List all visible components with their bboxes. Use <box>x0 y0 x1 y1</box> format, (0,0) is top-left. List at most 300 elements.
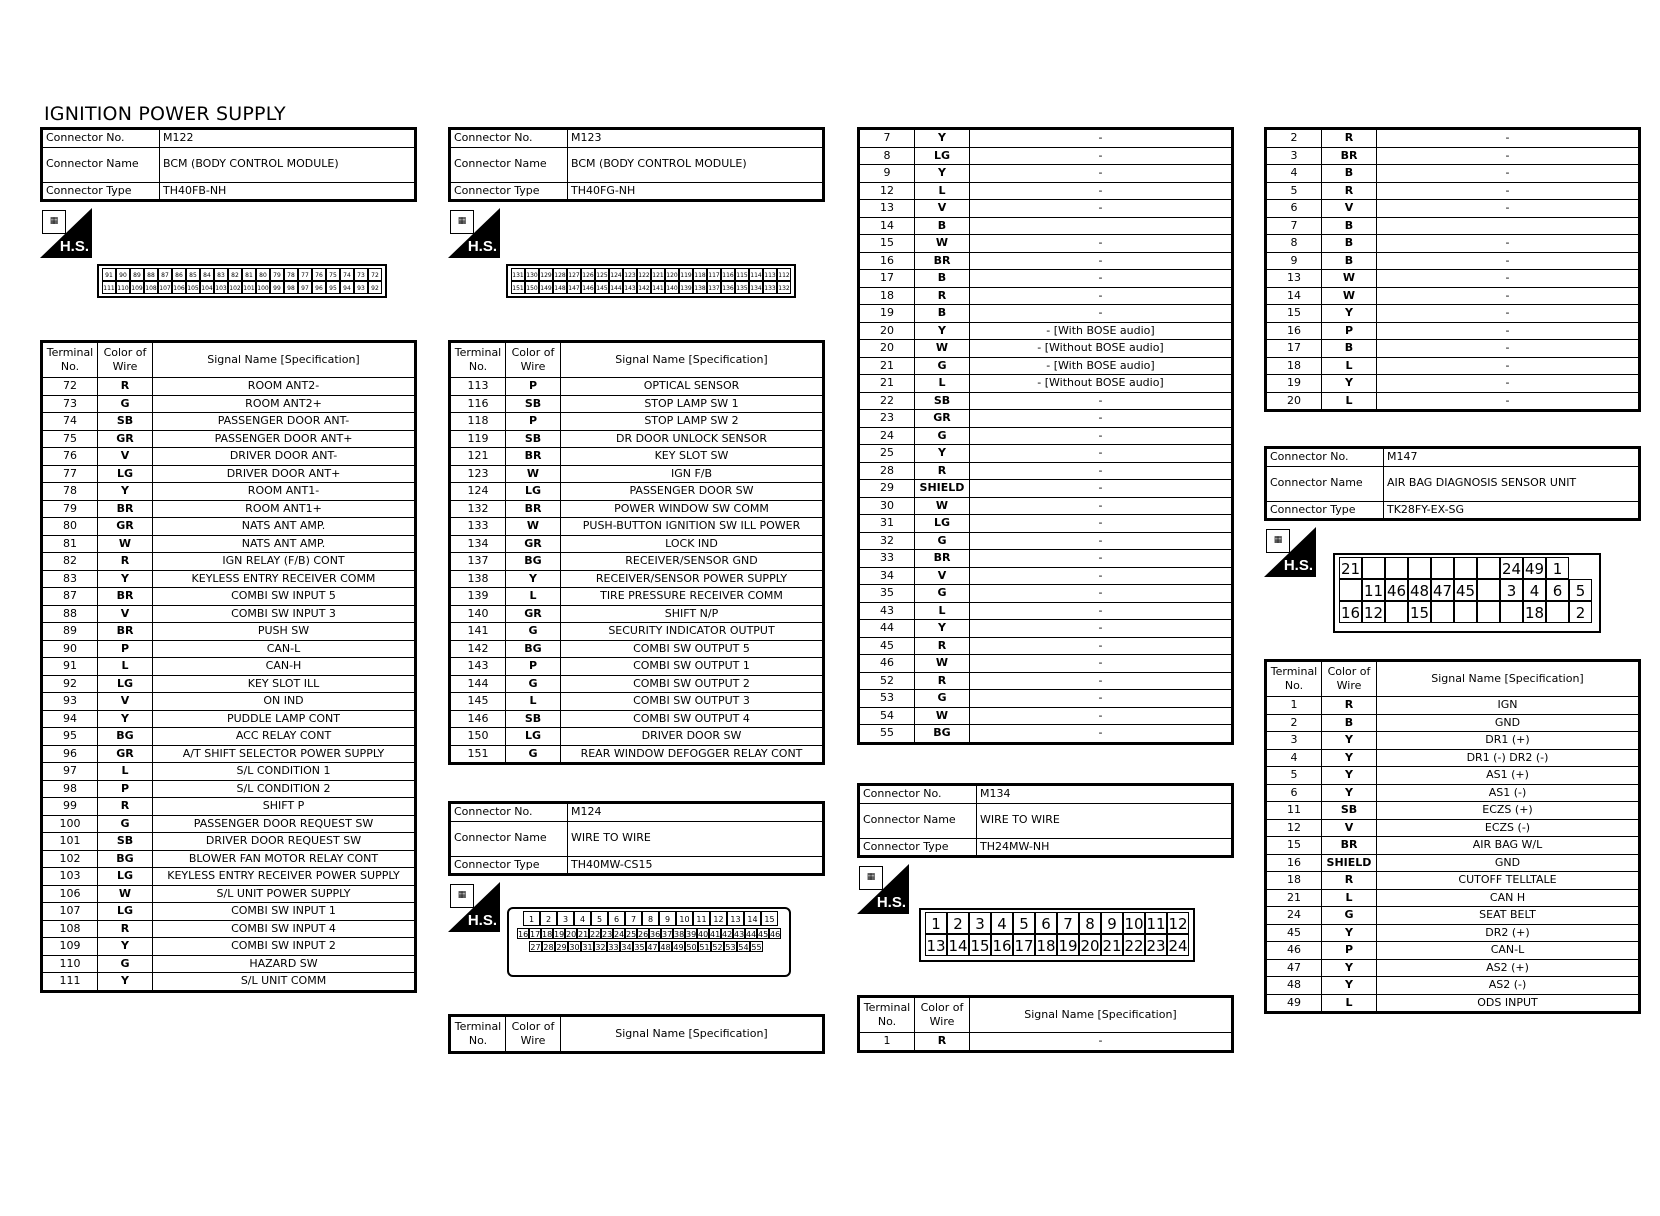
signal-cell: - <box>970 707 1233 725</box>
pin-75: 75 <box>326 268 340 281</box>
terminal-cell: 150 <box>450 728 506 746</box>
terminal-cell: 48 <box>1266 977 1322 995</box>
color-cell: G <box>1322 907 1377 925</box>
color-cell: BR <box>1322 837 1377 855</box>
table-row <box>859 129 1233 148</box>
table-row <box>1266 165 1640 183</box>
pin-129: 129 <box>539 268 553 281</box>
signal-cell: KEYLESS ENTRY RECEIVER POWER SUPPLY <box>153 868 416 886</box>
signal-cell: - <box>1377 165 1640 183</box>
pin-10: 10 <box>1123 912 1145 934</box>
pin-145: 145 <box>595 281 609 294</box>
signal-cell: DR1 (-) DR2 (-) <box>1377 749 1640 767</box>
pin-30: 30 <box>569 943 580 952</box>
color-cell: W <box>1322 287 1377 305</box>
terminal-cell: 21 <box>859 357 915 375</box>
color-cell: V <box>1322 819 1377 837</box>
signal-cell: - <box>970 252 1233 270</box>
color-cell: LG <box>915 515 970 533</box>
terminal-cell: 80 <box>42 518 98 536</box>
color-cell: P <box>506 413 561 431</box>
pin-11: 11 <box>1145 912 1167 934</box>
pin-21: 21 <box>578 930 589 939</box>
terminal-cell: 102 <box>42 850 98 868</box>
color-cell: Y <box>1322 924 1377 942</box>
signal-cell: COMBI SW INPUT 5 <box>153 588 416 606</box>
terminal-cell: 14 <box>1266 287 1322 305</box>
table-row <box>1266 252 1640 270</box>
terminal-cell: 16 <box>859 252 915 270</box>
signal-cell: - <box>970 497 1233 515</box>
pin-112: 112 <box>777 268 791 281</box>
color-cell: BG <box>915 725 970 744</box>
terminal-cell: 44 <box>859 620 915 638</box>
signal-cell: PASSENGER DOOR ANT- <box>153 413 416 431</box>
color-cell: V <box>915 200 970 218</box>
color-cell: LG <box>506 483 561 501</box>
table-row <box>450 535 824 553</box>
color-cell: Y <box>915 322 970 340</box>
table-row <box>42 850 416 868</box>
pin-55: 55 <box>751 943 762 952</box>
signal-cell: CUTOFF TELLTALE <box>1377 872 1640 890</box>
pin-74: 74 <box>340 268 354 281</box>
terminal-cell: 99 <box>42 798 98 816</box>
terminal-cell: 116 <box>450 395 506 413</box>
table-row <box>1266 129 1640 148</box>
color-cell: W <box>915 340 970 358</box>
terminal-cell: 146 <box>450 710 506 728</box>
table-row <box>859 462 1233 480</box>
color-cell: Y <box>98 710 153 728</box>
color-cell: V <box>98 605 153 623</box>
terminal-cell: 29 <box>859 480 915 498</box>
signal-cell: OPTICAL SENSOR <box>561 378 824 396</box>
pin-105: 105 <box>186 281 200 294</box>
terminal-cell: 133 <box>450 518 506 536</box>
signal-cell: KEYLESS ENTRY RECEIVER COMM <box>153 570 416 588</box>
pin-106: 106 <box>172 281 186 294</box>
pin-46: 46 <box>770 930 781 939</box>
table-row <box>859 585 1233 603</box>
table-row <box>450 500 824 518</box>
color-cell: Y <box>1322 784 1377 802</box>
table-row <box>450 658 824 676</box>
terminal-cell: 18 <box>1266 357 1322 375</box>
terminal-cell: 123 <box>450 465 506 483</box>
pin-25: 25 <box>626 930 637 939</box>
table-row <box>1266 235 1640 253</box>
table-row <box>42 693 416 711</box>
pin-empty <box>1362 557 1385 579</box>
pin-45: 45 <box>1454 579 1477 601</box>
pin-39: 39 <box>686 930 697 939</box>
signal-cell: PASSENGER DOOR SW <box>561 483 824 501</box>
table-row <box>450 413 824 431</box>
pin-87: 87 <box>158 268 172 281</box>
signal-cell: SHIFT N/P <box>561 605 824 623</box>
terminal-cell: 25 <box>859 445 915 463</box>
pin-18: 18 <box>542 930 553 939</box>
pin-92: 92 <box>368 281 382 294</box>
pin-127: 127 <box>567 268 581 281</box>
pin-125: 125 <box>595 268 609 281</box>
connector-m124-terminal-table <box>857 127 1234 745</box>
color-cell: G <box>915 532 970 550</box>
pin-37: 37 <box>662 930 673 939</box>
table-row <box>859 620 1233 638</box>
signal-cell: ODS INPUT <box>1377 994 1640 1013</box>
signal-cell: ACC RELAY CONT <box>153 728 416 746</box>
connector-m134-terminal-table-header: Terminal No. Color of Wire Signal Name [Specification] 1 R - <box>857 995 1234 1053</box>
table-row <box>42 553 416 571</box>
signal-cell: AS2 (-) <box>1377 977 1640 995</box>
pin-10: 10 <box>676 911 693 926</box>
hs-symbol: ▦ H.S. <box>857 864 909 914</box>
color-cell: SB <box>98 833 153 851</box>
table-row <box>859 515 1233 533</box>
connector-icon: ▦ <box>42 210 66 234</box>
terminal-cell: 4 <box>1266 749 1322 767</box>
signal-cell: - <box>1377 235 1640 253</box>
table-row <box>1266 889 1640 907</box>
signal-cell: PUDDLE LAMP CONT <box>153 710 416 728</box>
connector-m122-info <box>40 127 417 202</box>
pin-7: 7 <box>625 911 642 926</box>
pin-118: 118 <box>693 268 707 281</box>
signal-cell <box>970 217 1233 235</box>
signal-cell: - <box>970 392 1233 410</box>
pin-116: 116 <box>721 268 735 281</box>
terminal-cell: 55 <box>859 725 915 744</box>
terminal-cell: 6 <box>1266 200 1322 218</box>
pin-8: 8 <box>1079 912 1101 934</box>
table-row <box>859 690 1233 708</box>
pin-99: 99 <box>270 281 284 294</box>
signal-cell: RECEIVER/SENSOR POWER SUPPLY <box>561 570 824 588</box>
table-row <box>859 392 1233 410</box>
color-cell: BR <box>1322 147 1377 165</box>
signal-cell: - <box>970 270 1233 288</box>
terminal-cell: 3 <box>1266 732 1322 750</box>
terminal-cell: 34 <box>859 567 915 585</box>
terminal-cell: 108 <box>42 920 98 938</box>
color-cell: R <box>1322 182 1377 200</box>
terminal-cell: 81 <box>42 535 98 553</box>
color-cell: V <box>1322 200 1377 218</box>
table-row <box>1266 907 1640 925</box>
pin-89: 89 <box>130 268 144 281</box>
color-cell: Y <box>915 620 970 638</box>
table-row <box>42 815 416 833</box>
terminal-cell: 77 <box>42 465 98 483</box>
terminal-cell: 30 <box>859 497 915 515</box>
pin-76: 76 <box>312 268 326 281</box>
pin-107: 107 <box>158 281 172 294</box>
pin-17: 17 <box>530 930 541 939</box>
pin-9: 9 <box>659 911 676 926</box>
color-cell: Y <box>98 973 153 992</box>
signal-cell: - <box>970 602 1233 620</box>
signal-cell: - <box>970 655 1233 673</box>
pin-empty <box>1454 601 1477 623</box>
pin-123: 123 <box>623 268 637 281</box>
pin-empty <box>1408 557 1431 579</box>
color-cell: SHIELD <box>1322 854 1377 872</box>
table-row <box>42 955 416 973</box>
color-cell: P <box>98 780 153 798</box>
color-cell: L <box>506 588 561 606</box>
color-cell: Y <box>915 129 970 148</box>
terminal-cell: 118 <box>450 413 506 431</box>
signal-cell: S/L UNIT POWER SUPPLY <box>153 885 416 903</box>
table-row <box>450 553 824 571</box>
color-cell: GR <box>506 605 561 623</box>
pin-22: 22 <box>1123 934 1145 956</box>
signal-cell: ROOM ANT2- <box>153 378 416 396</box>
color-cell: R <box>1322 872 1377 890</box>
color-cell: P <box>98 640 153 658</box>
color-cell: SB <box>98 413 153 431</box>
table-row <box>1266 340 1640 358</box>
signal-cell: - <box>1377 340 1640 358</box>
pin-5: 5 <box>1569 579 1592 601</box>
color-cell: BG <box>506 640 561 658</box>
pin-81: 81 <box>242 268 256 281</box>
pin-24: 24 <box>1167 934 1189 956</box>
pin-46: 46 <box>1385 579 1408 601</box>
table-row <box>1266 994 1640 1013</box>
pin-131: 131 <box>511 268 525 281</box>
signal-cell: DRIVER DOOR REQUEST SW <box>153 833 416 851</box>
pin-2: 2 <box>1569 601 1592 623</box>
terminal-cell: 144 <box>450 675 506 693</box>
terminal-cell: 12 <box>859 182 915 200</box>
connector-m147-pinout <box>1333 553 1601 633</box>
color-cell: Y <box>98 483 153 501</box>
pin-49: 49 <box>1523 557 1546 579</box>
table-row <box>42 623 416 641</box>
terminal-cell: 8 <box>859 147 915 165</box>
terminal-cell: 109 <box>42 938 98 956</box>
color-cell: BR <box>98 500 153 518</box>
terminal-cell: 7 <box>1266 217 1322 235</box>
terminal-cell: 13 <box>859 200 915 218</box>
table-row <box>42 535 416 553</box>
connector-m134-terminal-table <box>1264 127 1641 412</box>
connector-m123-pinout <box>506 264 796 298</box>
color-cell: Y <box>1322 767 1377 785</box>
terminal-cell: 151 <box>450 745 506 764</box>
pin-12: 12 <box>1362 601 1385 623</box>
connector-m122-terminal-table: Terminal No. Color of Wire Signal Name [Specification] 72 R ROOM ANT2- 73 G ROOM ANT2+ 74 SB PASSENGER DOOR ANT- 75 GR PASSENGER DOOR ANT+ 76 V DRIVER DOOR ANT- 77 LG DRIVER DOOR ANT+ 78 Y ROOM ANT1- 79 BR ROOM ANT1+ 80 GR NATS ANT AMP. 81 W NATS ANT AMP. 82 R IGN RELAY (F/B) CONT 83 Y KEYLESS ENTRY RECEIVER COMM 87 BR COMBI SW INPUT 5 88 V COMBI SW INPUT 3 89 BR PUSH SW 90 P CAN-L 91 L CAN-H 92 LG KEY SLOT ILL 93 V ON IND 94 Y PUDDLE LAMP CONT 95 BG ACC RELAY CONT 96 GR A/T SHIFT SELECTOR POWER SUPPLY 97 L S/L CONDITION 1 98 P S/L CONDITION 2 99 R SHIFT P 100 G PASSENGER DOOR REQUEST SW 101 SB DRIVER DOOR REQUEST SW 102 BG BLOWER FAN MOTOR RELAY CONT 103 LG KEYLESS ENTRY RECEIVER POWER SUPPLY 106 W S/L UNIT POWER SUPPLY 107 LG COMBI SW INPUT 1 108 R COMBI SW INPUT 4 109 Y COMBI SW INPUT 2 110 G HAZARD SW 111 Y S/L UNIT COMM <box>40 340 417 993</box>
color-cell: R <box>98 378 153 396</box>
table-row <box>450 395 824 413</box>
terminal-cell: 18 <box>1266 872 1322 890</box>
color-cell: SHIELD <box>915 480 970 498</box>
signal-cell: - <box>1377 270 1640 288</box>
pin-143: 143 <box>623 281 637 294</box>
table-row <box>1266 357 1640 375</box>
pin-101: 101 <box>242 281 256 294</box>
table-row <box>42 710 416 728</box>
pin-29: 29 <box>556 943 567 952</box>
pin-3: 3 <box>1500 579 1523 601</box>
table-row <box>450 588 824 606</box>
color-cell: SB <box>915 392 970 410</box>
table-row <box>1266 217 1640 235</box>
pin-120: 120 <box>665 268 679 281</box>
pin-7: 7 <box>1057 912 1079 934</box>
terminal-cell: 23 <box>859 410 915 428</box>
table-row <box>859 182 1233 200</box>
connector-m134-section <box>857 783 1234 914</box>
signal-cell: ROOM ANT1- <box>153 483 416 501</box>
pin-80: 80 <box>256 268 270 281</box>
signal-cell: AIR BAG W/L <box>1377 837 1640 855</box>
pin-114: 114 <box>749 268 763 281</box>
connector-m123-section <box>448 127 825 258</box>
pin-136: 136 <box>721 281 735 294</box>
table-row <box>450 570 824 588</box>
table-row <box>42 640 416 658</box>
signal-cell: COMBI SW OUTPUT 1 <box>561 658 824 676</box>
pin-19: 19 <box>554 930 565 939</box>
pin-16: 16 <box>518 930 529 939</box>
signal-cell: - <box>970 567 1233 585</box>
signal-cell: HAZARD SW <box>153 955 416 973</box>
signal-cell: - <box>970 725 1233 744</box>
color-cell: LG <box>98 868 153 886</box>
signal-cell: DR2 (+) <box>1377 924 1640 942</box>
color-cell: B <box>1322 165 1377 183</box>
pin-21: 21 <box>1339 557 1362 579</box>
color-cell: P <box>506 378 561 396</box>
table-row <box>1266 697 1640 715</box>
terminal-cell: 35 <box>859 585 915 603</box>
terminal-cell: 15 <box>1266 305 1322 323</box>
signal-cell: - <box>970 620 1233 638</box>
signal-cell: - <box>970 585 1233 603</box>
signal-cell: - <box>1377 287 1640 305</box>
color-cell: Y <box>1322 749 1377 767</box>
table-row <box>859 147 1233 165</box>
color-cell: R <box>1322 697 1377 715</box>
pin-8: 8 <box>642 911 659 926</box>
signal-cell: SHIFT P <box>153 798 416 816</box>
signal-cell: - <box>970 147 1233 165</box>
connector-m124-terminal-table-header: Terminal No. Color of Wire Signal Name [Specification] <box>448 1014 825 1054</box>
pin-14: 14 <box>744 911 761 926</box>
table-row <box>42 605 416 623</box>
connector-type-value: TH40FB-NH <box>160 182 416 201</box>
signal-cell: BLOWER FAN MOTOR RELAY CONT <box>153 850 416 868</box>
pin-109: 109 <box>130 281 144 294</box>
table-row <box>859 375 1233 393</box>
color-cell: L <box>98 763 153 781</box>
signal-cell: PUSH SW <box>153 623 416 641</box>
pin-26: 26 <box>638 930 649 939</box>
table-row <box>859 725 1233 744</box>
terminal-cell: 89 <box>42 623 98 641</box>
table-row <box>859 235 1233 253</box>
pin-132: 132 <box>777 281 791 294</box>
pin-3: 3 <box>557 911 574 926</box>
color-cell: B <box>1322 235 1377 253</box>
terminal-cell: 21 <box>1266 889 1322 907</box>
table-row <box>42 973 416 992</box>
color-cell: W <box>98 885 153 903</box>
table-row <box>859 497 1233 515</box>
signal-cell: COMBI SW OUTPUT 3 <box>561 693 824 711</box>
terminal-cell: 17 <box>859 270 915 288</box>
pin-24: 24 <box>1500 557 1523 579</box>
terminal-cell: 17 <box>1266 340 1322 358</box>
color-cell: G <box>915 357 970 375</box>
color-cell: Y <box>915 445 970 463</box>
pin-33: 33 <box>608 943 619 952</box>
color-cell: LG <box>915 147 970 165</box>
terminal-cell: 20 <box>1266 392 1322 411</box>
terminal-cell: 92 <box>42 675 98 693</box>
pin-73: 73 <box>354 268 368 281</box>
connector-icon: ▦ <box>1266 529 1290 553</box>
terminal-cell: 52 <box>859 672 915 690</box>
color-cell: Y <box>1322 732 1377 750</box>
table-row <box>859 672 1233 690</box>
pin-45: 45 <box>758 930 769 939</box>
pin-144: 144 <box>609 281 623 294</box>
page-title: IGNITION POWER SUPPLY <box>44 103 286 125</box>
pin-86: 86 <box>172 268 186 281</box>
signal-cell: - <box>1377 375 1640 393</box>
pin-empty <box>1477 557 1500 579</box>
signal-cell: LOCK IND <box>561 535 824 553</box>
color-cell: BG <box>98 850 153 868</box>
signal-cell: NATS ANT AMP. <box>153 535 416 553</box>
pin-27: 27 <box>530 943 541 952</box>
terminal-cell: 78 <box>42 483 98 501</box>
pin-78: 78 <box>284 268 298 281</box>
table-row <box>1266 287 1640 305</box>
connector-no-label: Connector No. <box>42 129 160 148</box>
table-row <box>1266 147 1640 165</box>
color-cell: L <box>1322 357 1377 375</box>
table-row <box>42 378 416 396</box>
pin-32: 32 <box>595 943 606 952</box>
pin-115: 115 <box>735 268 749 281</box>
terminal-cell: 43 <box>859 602 915 620</box>
table-row <box>1266 872 1640 890</box>
terminal-cell: 32 <box>859 532 915 550</box>
pin-53: 53 <box>725 943 736 952</box>
pin-empty <box>1546 601 1569 623</box>
pin-97: 97 <box>298 281 312 294</box>
signal-cell: ROOM ANT2+ <box>153 395 416 413</box>
terminal-cell: 100 <box>42 815 98 833</box>
table-row <box>42 763 416 781</box>
signal-cell: NATS ANT AMP. <box>153 518 416 536</box>
signal-cell: COMBI SW OUTPUT 4 <box>561 710 824 728</box>
terminal-cell: 113 <box>450 378 506 396</box>
connector-name-label: Connector Name <box>42 147 160 182</box>
terminal-cell: 7 <box>859 129 915 148</box>
connector-icon: ▦ <box>859 866 883 890</box>
signal-cell: COMBI SW INPUT 4 <box>153 920 416 938</box>
color-cell: BR <box>98 588 153 606</box>
table-row <box>450 605 824 623</box>
pin-4: 4 <box>1523 579 1546 601</box>
